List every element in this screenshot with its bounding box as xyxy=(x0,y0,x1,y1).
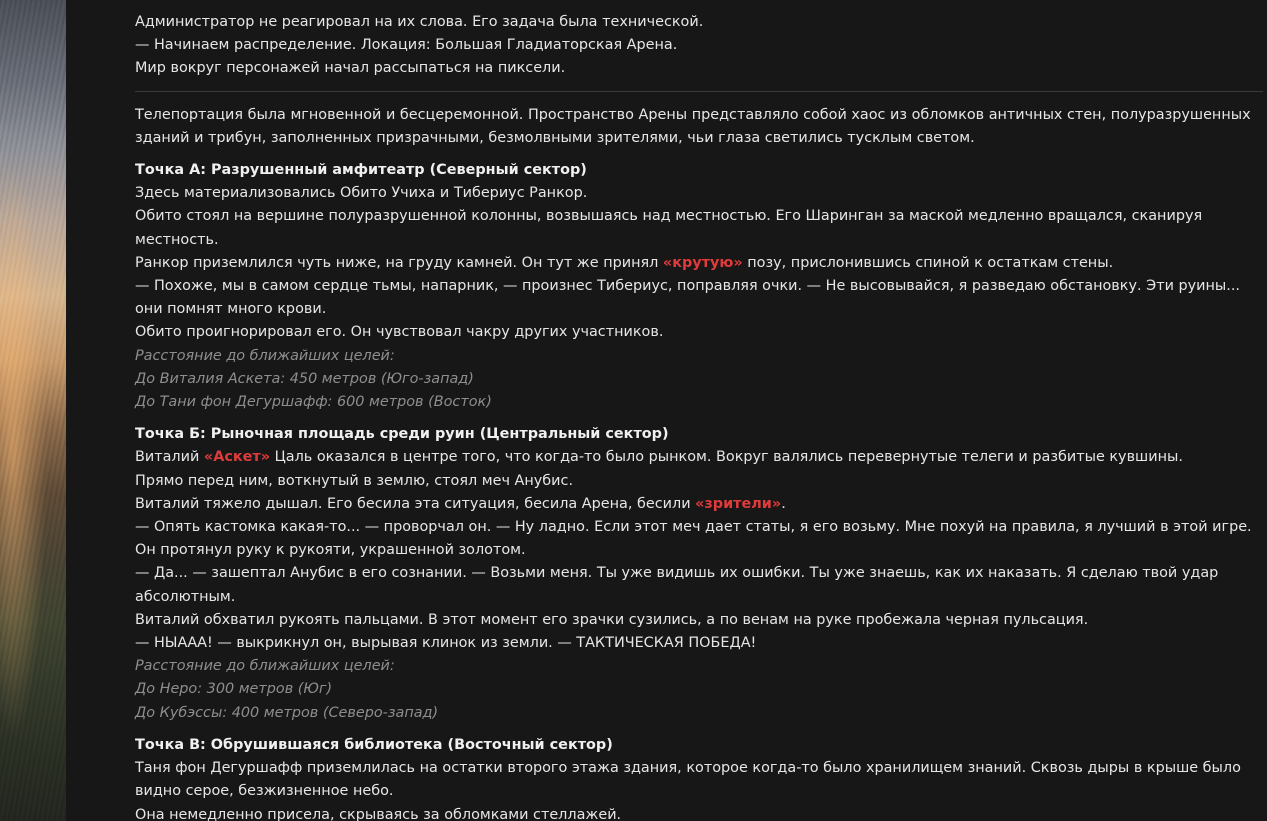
paragraph: Она немедленно присела, скрываясь за обломками стеллажей. xyxy=(135,806,622,821)
paragraph: Администратор не реагировал на их слова. Его задача была технической. xyxy=(135,14,704,30)
highlight-quote: «Аскет» xyxy=(203,449,271,466)
paragraph: Таня фон Дегуршафф приземлилась на остатки второго этажа здания, которое когда-то было хранилищем знаний. Сквозь дыры в крыше было видно серое, безжизненное небо. xyxy=(135,760,1241,800)
paragraph: Обито проигнорировал его. Он чувствовал чакру других участников. xyxy=(135,324,664,341)
text-segment: позу, прислонившись спиной к остаткам стены. xyxy=(742,254,1114,271)
section-heading-a: Точка А: Разрушенный амфитеатр (Северный сектор) xyxy=(135,162,587,179)
intro-paragraph: Телепортация была мгновенной и бесцеремонной. Пространство Арены представляло собой хаос из обломков античных стен, полуразрушенных зданий и трибун, заполненных призрачными, безмолвными зрителями, чьи глаза светились тусклым светом. xyxy=(135,106,1251,146)
paragraph: Обито стоял на вершине полуразрушенной колонны, возвышаясь над местностью. Его Шаринган за маской медленно вращался, сканируя местность. xyxy=(135,208,1203,248)
text-segment: Ранкор приземлился чуть ниже, на груду камней. Он тут же принял xyxy=(135,254,663,271)
paragraph: — Похоже, мы в самом сердце тьмы, напарник, — произнес Тибериус, поправляя очки. — Не высовывайся, я разведаю обстановку. Эти руины... они помнят много крови. xyxy=(135,278,1241,318)
distance-label: Расстояние до ближайших целей: xyxy=(135,347,395,364)
background-landscape-image xyxy=(0,0,66,821)
paragraph: Он протянул руку к рукояти, украшенной золотом. xyxy=(135,542,526,559)
section-heading-b: Точка Б: Рыночная площадь среди руин (Центральный сектор) xyxy=(135,426,669,443)
paragraph: Виталий обхватил рукоять пальцами. В этот момент его зрачки сузились, а по венам на руке пробежала черная пульсация. xyxy=(135,611,1089,628)
section-divider xyxy=(135,91,1263,92)
paragraph xyxy=(135,252,1263,275)
distance-label: Расстояние до ближайших целей: xyxy=(135,658,395,675)
distance-item: До Виталия Аскета: 450 метров (Юго-запад) xyxy=(135,370,474,387)
paragraph: — Опять кастомка какая-то... — проворчал он. — Ну ладно. Если этот меч дает статы, я его возьму. Мне похуй на правила, я лучший в этой игре. xyxy=(135,519,1252,536)
text-segment: Цаль оказался в центре того, что когда-то было рынком. Вокруг валялись перевернутые телеги и разбитые кувшины. xyxy=(270,449,1183,466)
paragraph: Прямо перед ним, воткнутый в землю, стоял меч Анубис. xyxy=(135,472,574,489)
distance-item: До Тани фон Дегуршафф: 600 метров (Восток) xyxy=(135,394,492,411)
text-segment: Виталий тяжело дышал. Его бесила эта ситуация, бесила Арена, бесили xyxy=(135,495,696,512)
paragraph: — Начинаем распределение. Локация: Большая Гладиаторская Арена. xyxy=(135,37,678,54)
highlight-quote: «крутую» xyxy=(662,254,743,271)
distance-item: До Кубэссы: 400 метров (Северо-запад) xyxy=(135,704,439,721)
paragraph xyxy=(135,446,1263,469)
distance-item: До Неро: 300 метров (Юг) xyxy=(135,681,333,698)
text-segment: Виталий xyxy=(135,449,204,466)
highlight-quote: «зрители» xyxy=(695,495,782,512)
story-content-panel xyxy=(66,0,1267,821)
section-heading-c: Точка В: Обрушившаяся библиотека (Восточный сектор) xyxy=(135,736,613,753)
paragraph: — НЫААА! — выкрикнул он, вырывая клинок из земли. — ТАКТИЧЕСКАЯ ПОБЕДА! xyxy=(135,635,757,652)
paragraph: Мир вокруг персонажей начал рассыпаться на пиксели. xyxy=(135,60,566,77)
paragraph xyxy=(135,493,1263,516)
story-text xyxy=(135,11,1263,821)
text-segment: . xyxy=(781,495,786,512)
paragraph: — Да... — зашептал Анубис в его сознании. — Возьми меня. Ты уже видишь их ошибки. Ты уже знаешь, как их наказать. Я сделаю твой удар абсолютным. xyxy=(135,565,1219,605)
paragraph: Здесь материализовались Обито Учиха и Тибериус Ранкор. xyxy=(135,185,588,202)
